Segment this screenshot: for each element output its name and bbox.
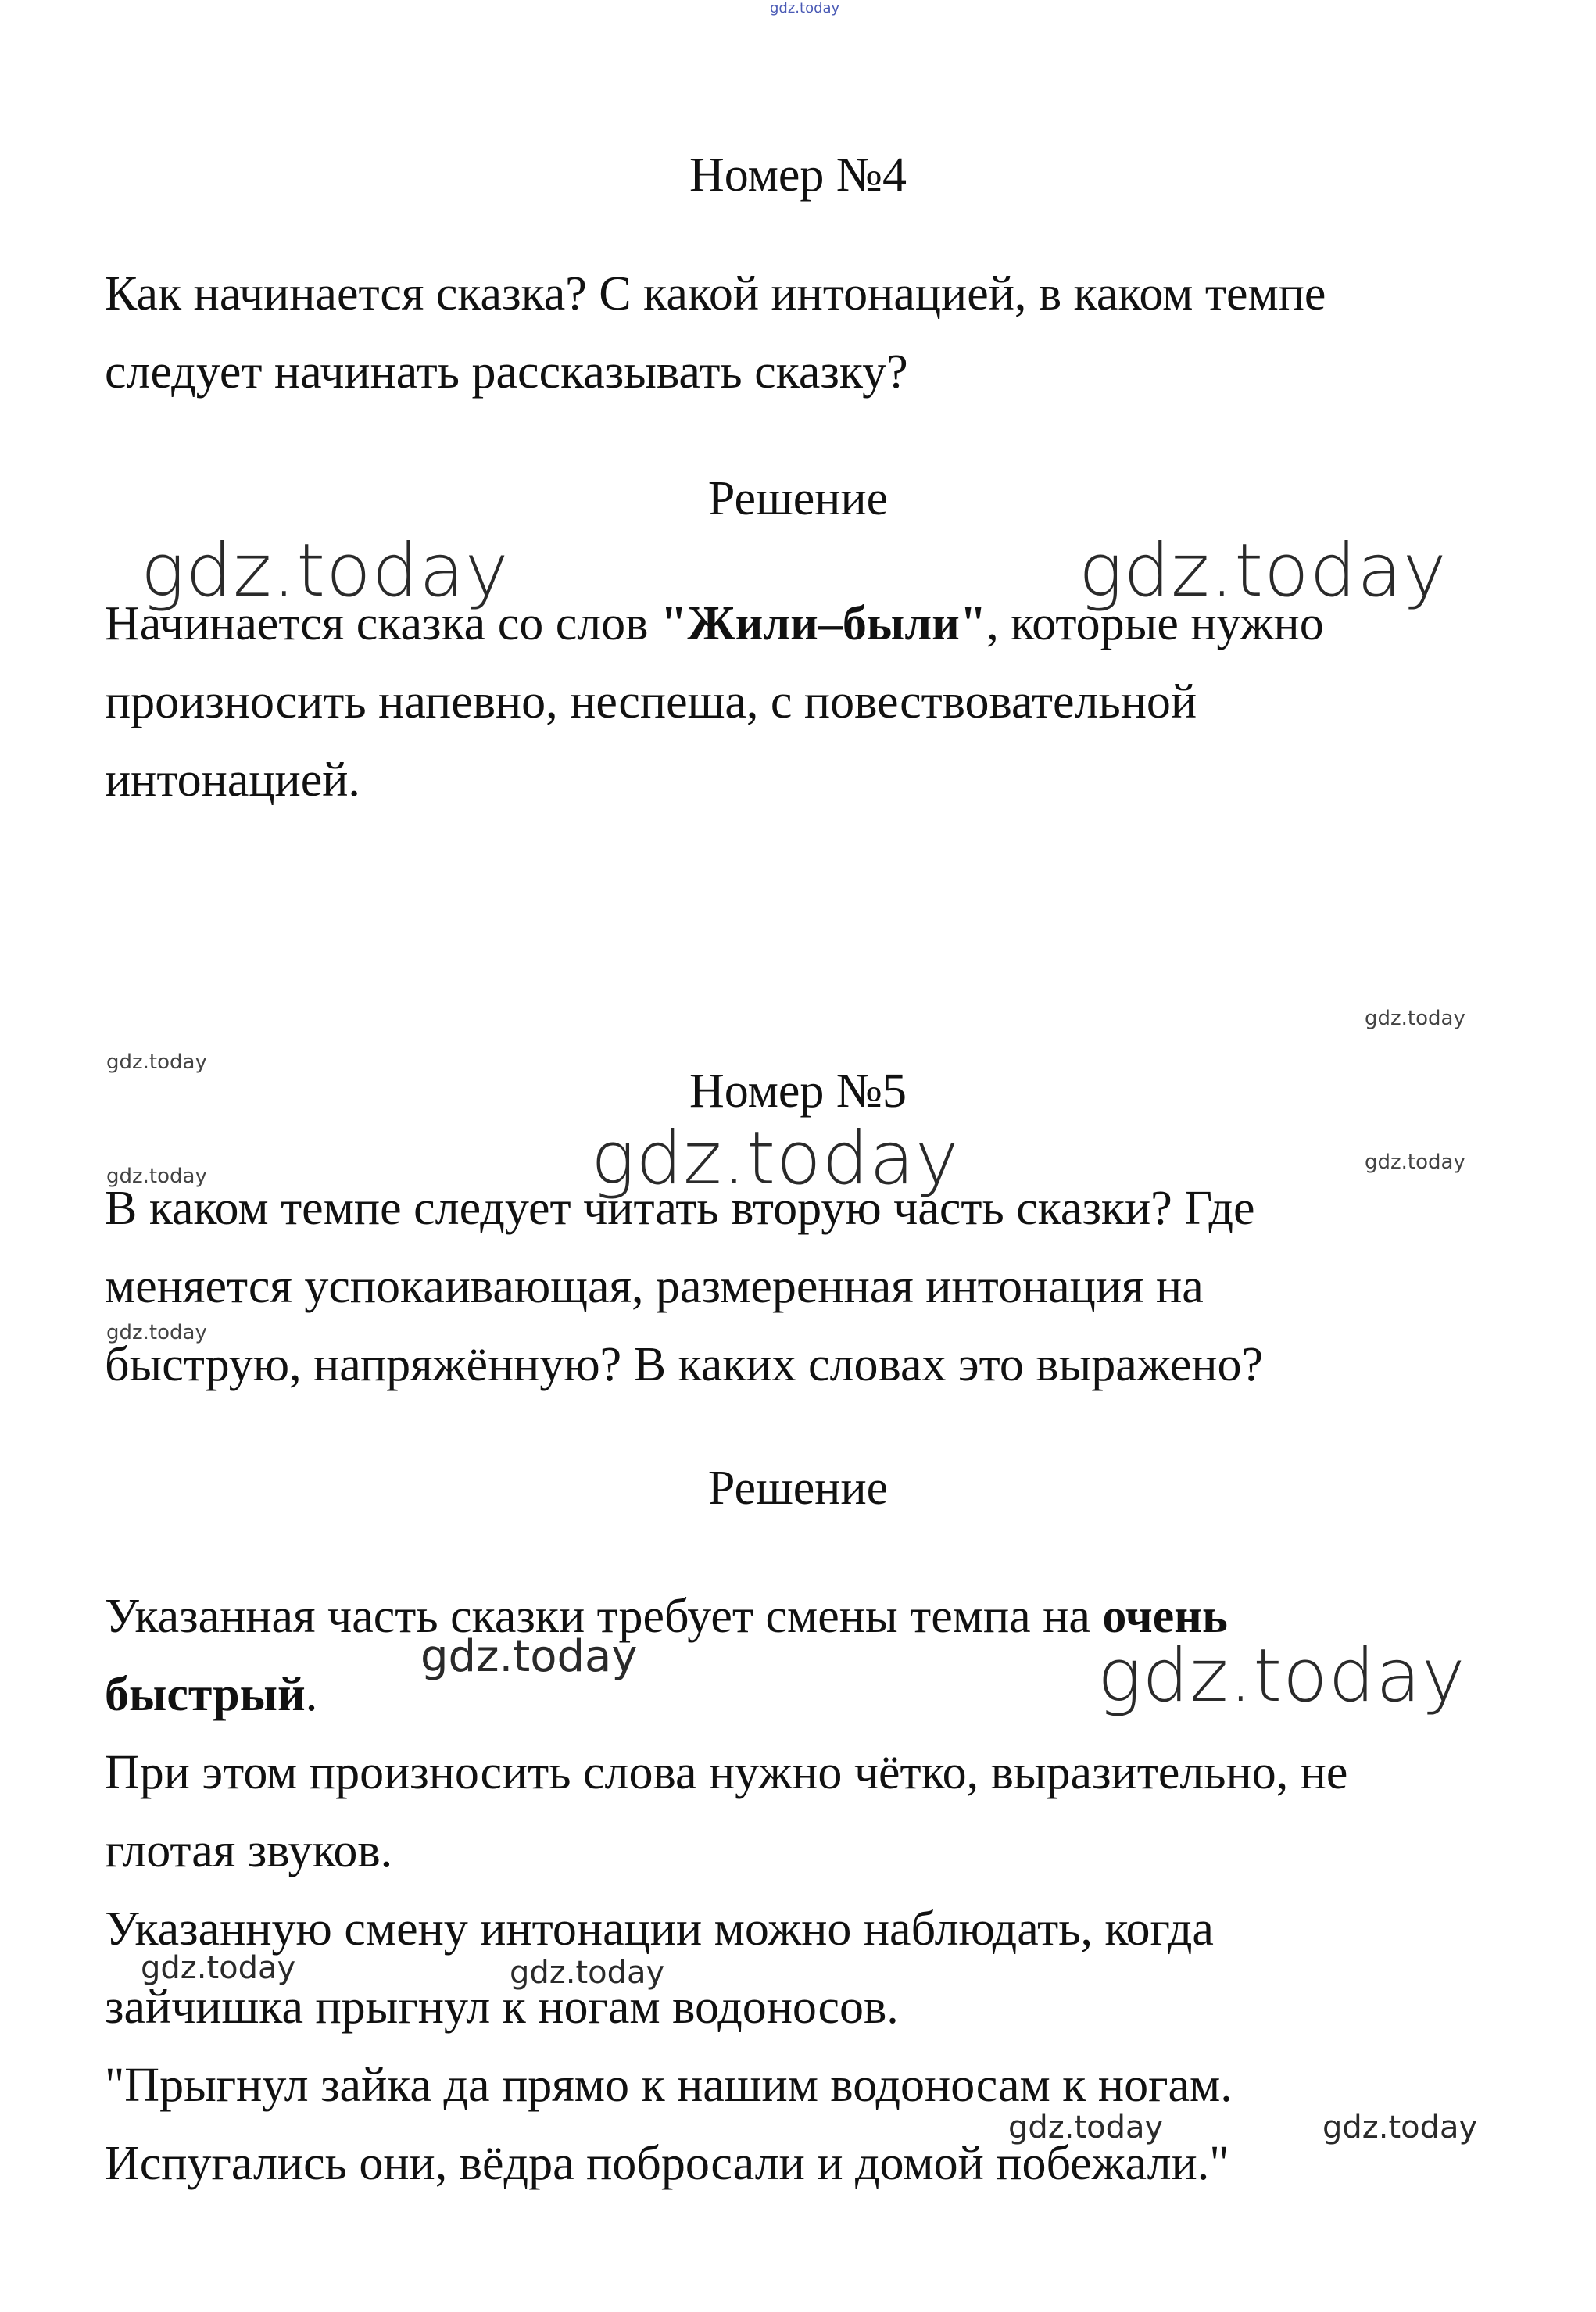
watermark: gdz.today: [420, 1631, 638, 1682]
watermark: gdz.today: [106, 1321, 207, 1344]
task5-question-line-3: быструю, напряжённую? В каких словах это выражено?: [105, 1338, 1264, 1391]
task5-answer-1-pre: Указанная часть сказки требует смены темпа на: [105, 1590, 1103, 1643]
task5-answer-2-line-2: глотая звуков.: [105, 1824, 393, 1877]
task5-answer-3: [105, 1890, 1527, 2046]
watermark: gdz.today: [106, 1165, 207, 1188]
watermark: gdz.today: [1008, 2110, 1164, 2146]
watermark: gdz.today: [1322, 2110, 1478, 2146]
watermark: gdz.today: [510, 1955, 665, 1991]
watermark: gdz.today: [1097, 1634, 1466, 1719]
task5-quote-line-2: Испугались они, вёдра побросали и домой побежали.": [105, 2137, 1229, 2190]
task5-quote: [105, 2046, 1527, 2203]
task4-question-line-1: Как начинается сказка? С какой интонацией, в каком темпе: [105, 267, 1326, 320]
watermark-top: gdz.today: [770, 0, 840, 16]
task5-title: Номер №5: [689, 1065, 907, 1118]
task4-solution-title: Решение: [707, 472, 889, 525]
task4-answer-post-2: произносить напевно, неспеша, с повествовательной: [105, 675, 1197, 728]
task4-answer-pre: Начинается сказка со слов: [105, 597, 660, 650]
task4-answer-post-3: интонацией.: [105, 753, 360, 807]
task5-question-line-1: В каком темпе следует читать вторую часть сказки? Где: [105, 1182, 1255, 1235]
task4-question: [105, 255, 1527, 411]
watermark: gdz.today: [1365, 1151, 1465, 1174]
task5-answer-1-post: .: [305, 1668, 318, 1721]
task5-solution-title: Решение: [707, 1462, 889, 1515]
task4-answer-post-1: , которые нужно: [986, 597, 1324, 650]
task5-question: [105, 1169, 1527, 1404]
task5-answer-3-line-1: Указанную смену интонации можно наблюдать, когда: [105, 1902, 1214, 1956]
watermark: gdz.today: [1079, 528, 1447, 614]
watermark: gdz.today: [141, 1950, 296, 1986]
task5-answer-1-bold-1: очень: [1102, 1590, 1228, 1643]
task4-answer-bold: "Жили–были": [660, 597, 987, 650]
watermark: gdz.today: [106, 1050, 207, 1074]
task5-quote-line-1: "Прыгнул зайка да прямо к нашим водоносам к ногам.: [105, 2059, 1233, 2112]
watermark: gdz.today: [1365, 1007, 1465, 1030]
task4-answer: [105, 585, 1527, 819]
task5-answer-2: [105, 1734, 1527, 1890]
task5-answer-3-line-2: зайчишка прыгнул к ногам водоносов.: [105, 1981, 899, 2034]
task4-title: Номер №4: [689, 149, 907, 202]
task5-answer-1-bold-2: быстрый: [105, 1668, 306, 1721]
task4-question-line-2: следует начинать рассказывать сказку?: [105, 345, 908, 399]
task5-question-line-2: меняется успокаивающая, размеренная интонация на: [105, 1260, 1204, 1313]
watermark: gdz.today: [591, 1116, 960, 1201]
task5-answer-2-line-1: При этом произносить слова нужно чётко, выразительно, не: [105, 1746, 1348, 1799]
watermark: gdz.today: [141, 528, 510, 614]
